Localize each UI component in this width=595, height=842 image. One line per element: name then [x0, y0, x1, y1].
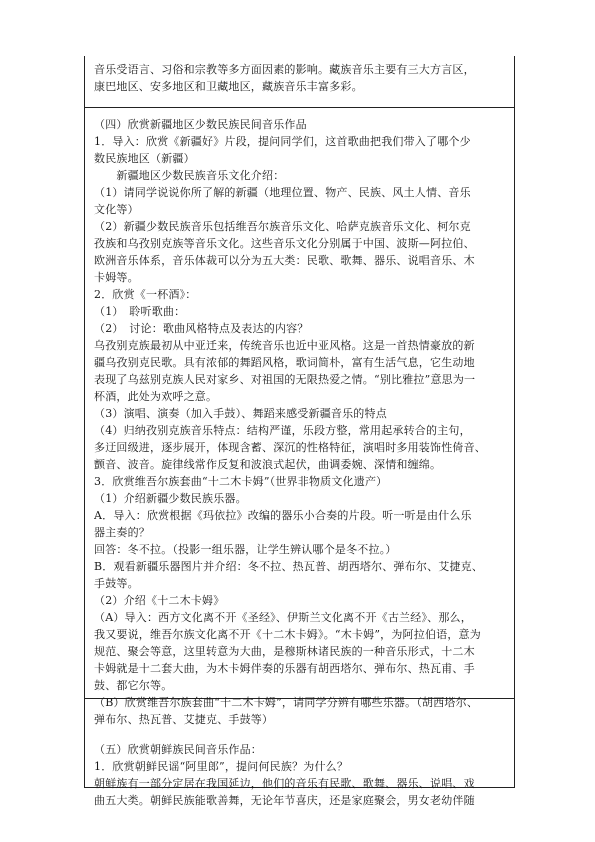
text-line: B．观看新疆乐器图片并介绍：冬不拉、热瓦普、胡西塔尔、弹布尔、艾捷克、 [94, 560, 484, 573]
section-heading: （四）欣赏新疆地区少数民族民间音乐作品 [94, 118, 307, 131]
text-line: 卡姆等。 [94, 271, 139, 284]
text-line: 卡姆就是十二套大曲，为木卡姆伴奏的乐器有胡西塔尔、弹布尔、热瓦甫、手 [94, 662, 475, 675]
text-line: 颤音、波音。旋律线常作反复和波浪式起伏，曲调委婉、深情和缠绵。 [94, 458, 442, 471]
text-line: 康巴地区、安多地区和卫藏地区，藏族音乐丰富多彩。 [94, 80, 363, 93]
text-line: 器主奏的？ [94, 526, 150, 539]
text-line: （1） 聆听歌曲： [94, 305, 186, 318]
text-line: 杯酒，此处为欢呼之意。 [94, 390, 218, 403]
text-line: （1）请同学说说你所了解的新疆（地理位置、物产、民族、风土人情、音乐 [94, 186, 471, 199]
text-line: 疆乌孜别克民歌。具有浓郁的舞蹈风格，歌词简朴，富有生活气息，它生动地 [94, 356, 475, 369]
text-line: （2）新疆少数民族音乐包括维吾尔族音乐文化、哈萨克族音乐文化、柯尔克 [94, 220, 471, 233]
text-line: A．导入：欣赏根据《玛依拉》改编的器乐小合奏的片段。听一听是由什么乐 [94, 509, 472, 522]
text-line: 朝鲜族有一部分定居在我国延边，他们的音乐有民歌、歌舞、器乐、说唱、戏 [94, 777, 475, 790]
text-line: （1）介绍新疆少数民族乐器。 [94, 492, 247, 505]
document-body [94, 61, 506, 809]
text-line: 规范、聚会等意，这里转意为大曲，是穆斯林诸民族的一种音乐形式，十二木 [94, 645, 475, 658]
text-line: 文化等） [94, 203, 139, 216]
text-line: 鼓、都它尔等。 [94, 679, 173, 692]
text-line: 1．导入：欣赏《新疆好》片段，提问同学们，这首歌曲把我们带入了哪个少 [94, 135, 471, 148]
section-heading: （五）欣赏朝鲜族民间音乐作品： [94, 743, 262, 756]
text-line: 乌孜别克族最初从中亚迁来，传统音乐也近中亚风格。这是一首热情豪放的新 [94, 339, 475, 352]
top-cell-text [94, 61, 506, 95]
section-five-text [94, 741, 506, 809]
section-four-text [94, 116, 506, 728]
text-line: （3）演唱、演奏（加入手鼓）、舞蹈来感受新疆音乐的特点 [94, 407, 387, 420]
text-line: （A）导入：西方文化离不开《圣经》、伊斯兰文化离不开《古兰经》、那么， [94, 611, 472, 624]
text-line: （B）欣赏维吾尔族套曲“十二木卡姆”，请同学分辨有哪些乐器。（胡西塔尔、 [94, 696, 479, 709]
text-line: 1．欣赏朝鲜民谣“阿里郎”，提问何民族？为什么？ [94, 760, 349, 773]
text-line: 表现了乌兹别克族人民对家乡、对祖国的无限热爱之情。“别比雅拉”意思为一 [94, 373, 476, 386]
text-line: 音乐受语言、习俗和宗教等多方面因素的影响。藏族音乐主要有三大方言区， [94, 63, 475, 76]
text-line: 我又要说，维吾尔族文化离不开《十二木卡姆》。“木卡姆”，为阿拉伯语，意为 [94, 628, 481, 641]
text-line: 多迂回级进，逐步展开，体现含蓄、深沉的性格特征，演唱时多用装饰性倚音、 [94, 441, 486, 454]
text-line: 手鼓等。 [94, 577, 139, 590]
text-line: 回答：冬不拉。（投影一组乐器，让学生辨认哪个是冬不拉。） [94, 543, 397, 556]
text-line: （4）归纳孜别克族音乐特点：结构严谨，乐段方整，常用起承转合的主句， [94, 424, 471, 437]
text-line: 孜族和乌孜别克族等音乐文化。这些音乐文化分别属于中国、波斯—阿拉伯、 [94, 237, 475, 250]
text-line: 3．欣赏维吾尔族套曲“十二木卡姆”（世界非物质文化遗产） [94, 475, 388, 488]
text-line: 弹布尔、热瓦普、艾捷克、手鼓等） [94, 713, 274, 726]
text-line: （2） 讨论：歌曲风格特点及表达的内容？ [94, 322, 309, 335]
text-line: 曲五大类。朝鲜民族能歌善舞，无论年节喜庆，还是家庭聚会，男女老幼伴随 [94, 794, 475, 807]
text-line: 欧洲音乐体系，音乐体裁可以分为五大类：民歌、歌舞、器乐、说唱音乐、木 [94, 254, 475, 267]
text-line: （2）介绍《十二木卡姆》 [94, 594, 225, 607]
text-line: 2．欣赏《一杯酒》： [94, 288, 197, 301]
text-line: 新疆地区少数民族音乐文化介绍： [94, 169, 285, 182]
text-line: 数民族地区（新疆） [94, 152, 195, 165]
